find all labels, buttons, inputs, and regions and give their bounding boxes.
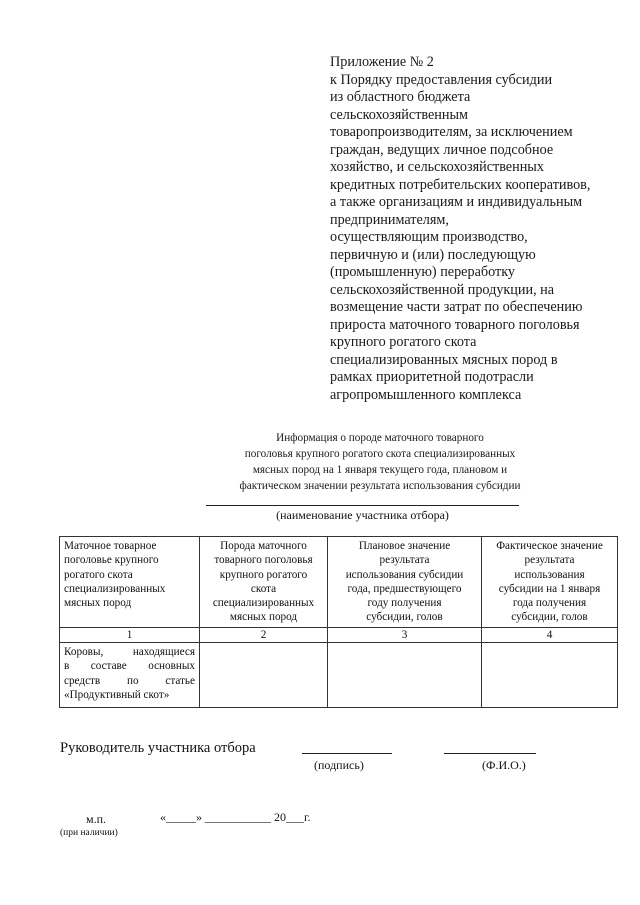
info-title-line: Информация о породе маточного товарного [276, 432, 484, 444]
appendix-line: предпринимателям, [330, 211, 449, 228]
appendix-line: первичную и (или) последующую [330, 246, 536, 263]
full-name-line[interactable] [444, 753, 536, 754]
table-row [60, 643, 618, 708]
column-number-row [60, 628, 618, 643]
info-title-line: фактическом значении результата использования субсидии [239, 480, 521, 492]
appendix-line: крупного рогатого скота [330, 334, 477, 350]
appendix-line: сельскохозяйственной продукции, на [330, 281, 555, 298]
signature-caption: (подпись) [314, 758, 364, 772]
stamp-label: м.п. [86, 812, 107, 826]
breed-info-table [59, 536, 618, 708]
appendix-line: рамках приоритетной подотрасли [330, 369, 534, 385]
appendix-line: (промышленную) переработку [330, 264, 515, 280]
column-number: 2 [200, 628, 328, 643]
appendix-line: кредитных потребительских кооперативов, [330, 176, 591, 193]
full-name-caption: (Ф.И.О.) [482, 758, 526, 772]
appendix-heading [330, 54, 630, 404]
appendix-line: хозяйство, и сельскохозяйственных [330, 159, 544, 175]
appendix-line: к Порядку предоставления субсидии [330, 71, 553, 88]
appendix-line: прироста маточного товарного поголовья [330, 316, 580, 333]
header-cell-planned: Плановое значение результата использования субсидии года, предшествующего году получения субсидии, голов [328, 537, 482, 628]
appendix-line: а также организациям и индивидуальным [330, 194, 583, 210]
row-label-cows: Коровы, находящиеся в составе основных средств по статье «Продуктивный скот» [60, 643, 200, 708]
actual-value-cell[interactable] [482, 643, 618, 708]
info-title-line: мясных пород на 1 января текущего года, плановом и [252, 464, 508, 476]
appendix-line: сельскохозяйственным [330, 106, 469, 123]
date-line[interactable]: «_____» ___________ 20___г. [160, 810, 311, 824]
column-number: 4 [482, 628, 618, 643]
planned-value-cell[interactable] [328, 643, 482, 708]
appendix-line: агропромышленного комплекса [330, 386, 522, 403]
header-cell-livestock: Маточное товарное поголовье крупного рогатого скота специализированных мясных пород [60, 537, 200, 628]
appendix-line: товаропроизводителям, за исключением [330, 124, 573, 140]
signature-line[interactable] [302, 753, 392, 754]
appendix-line: Приложение № 2 [330, 54, 434, 70]
appendix-line: возмещение части затрат по обеспечению [330, 299, 583, 315]
appendix-line: из областного бюджета [330, 89, 471, 105]
appendix-line: граждан, ведущих личное подсобное [330, 141, 554, 158]
participant-name-caption: (наименование участника отбора) [276, 508, 449, 522]
signatory-label: Руководитель участника отбора [60, 740, 256, 756]
header-cell-breed: Порода маточного товарного поголовья крупного рогатого скота специализированных мясных пород [200, 537, 328, 628]
stamp-note: (при наличии) [60, 828, 118, 838]
appendix-line: специализированных мясных пород в [330, 351, 558, 368]
column-number: 1 [60, 628, 200, 643]
breed-cell[interactable] [200, 643, 328, 708]
info-title [200, 430, 560, 494]
appendix-line: осуществляющим производство, [330, 229, 528, 245]
participant-name-line[interactable] [206, 505, 519, 506]
header-cell-actual: Фактическое значение результата использования субсидии на 1 января года получения субсидии, голов [482, 537, 618, 628]
table-header-row [60, 537, 618, 628]
info-title-line: поголовья крупного рогатого скота специализированных [244, 448, 516, 460]
column-number: 3 [328, 628, 482, 643]
